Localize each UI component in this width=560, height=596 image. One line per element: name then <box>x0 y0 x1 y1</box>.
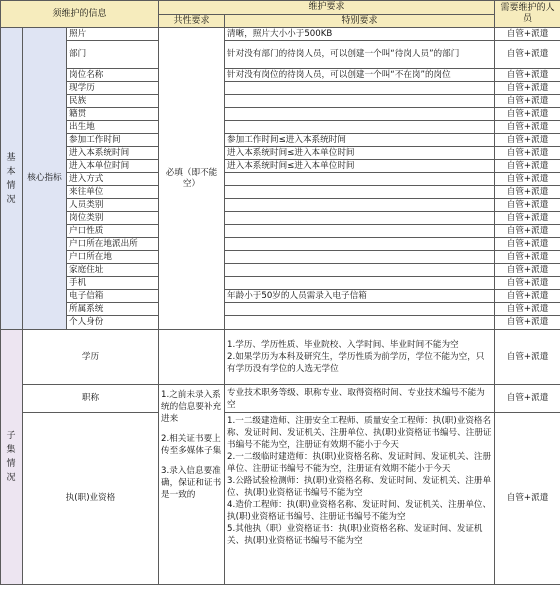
special-cell <box>225 225 495 238</box>
who-cell: 自管+派遣 <box>495 251 560 264</box>
field-cell: 籍贯 <box>67 108 159 121</box>
who-cell: 自管+派遣 <box>495 199 560 212</box>
header-special-req: 特别要求 <box>225 15 495 28</box>
subset-common-blank <box>159 330 225 385</box>
special-cell: 针对没有部门的待岗人员，可以创建一个叫“待岗人员”的部门 <box>225 41 495 69</box>
special-cell <box>225 173 495 186</box>
special-cell <box>225 264 495 277</box>
field-cell: 进入本单位时间 <box>67 160 159 173</box>
subset-common-3: 3.录入信息要准确，保证和证书是一致的 <box>161 466 222 500</box>
field-cell: 手机 <box>67 277 159 290</box>
field-cell: 照片 <box>67 28 159 41</box>
special-cell <box>225 186 495 199</box>
who-cell: 自管+派遣 <box>495 82 560 95</box>
who-cell: 自管+派遣 <box>495 160 560 173</box>
special-cell: 年龄小于50岁的人员需录入电子信箱 <box>225 290 495 303</box>
special-cell <box>225 121 495 134</box>
field-cell: 岗位名称 <box>67 69 159 82</box>
who-cell: 自管+派遣 <box>495 41 560 69</box>
who-cell: 自管+派遣 <box>495 264 560 277</box>
header-maint-req: 维护要求 <box>159 1 495 15</box>
field-cell: 户口所在地 <box>67 251 159 264</box>
special-cell <box>225 108 495 121</box>
who-cell: 自管+派遣 <box>495 147 560 160</box>
who-cell: 自管+派遣 <box>495 121 560 134</box>
who-cell: 自管+派遣 <box>495 303 560 316</box>
special-cell <box>225 277 495 290</box>
field-cell: 进入方式 <box>67 173 159 186</box>
field-cell: 人员类别 <box>67 199 159 212</box>
subcategory-core: 核心指标 <box>23 28 67 330</box>
field-cell: 所属系统 <box>67 303 159 316</box>
category-subset: 子集情况 <box>1 330 23 585</box>
header-who: 需要维护的人员 <box>495 1 560 28</box>
subset-special: 1.一二级建造师、注册安全工程师、质量安全工程师：执(职)业资格名称、发证时间、发证机关、注册单位、执(职)业资格证书编号、注册证书编号不能为空，注册证有效期不能小于今天 2.一二级临时建造师：执(职)业资格名称、发证时间、发证机关、注册单位、注册证书编号不能为空，注册证有效期不能小于今天 3.公路试验检测师：执(职)业资格名称、发证时间、发证机关、注册单位、执(职)业资格证书编号不能为空 4.造价工程师：执(职)业资格名称、发证时间、发证机关、注册单位、执(职)业资格证书编号、注册证书编号不能为空 5.其他执（职）业资格证书：执(职)业资格名称、发证时间、发证机关、执(职)业资格证书编号不能为空 <box>225 413 495 585</box>
who-cell: 自管+派遣 <box>495 277 560 290</box>
special-cell: 针对没有岗位的待岗人员，可以创建一个叫“不在岗”的岗位 <box>225 69 495 82</box>
subset-field: 职称 <box>23 385 159 413</box>
special-cell <box>225 316 495 330</box>
who-cell: 自管+派遣 <box>495 316 560 330</box>
subset-common <box>159 385 225 585</box>
field-cell: 家庭住址 <box>67 264 159 277</box>
who-cell: 自管+派遣 <box>495 225 560 238</box>
header-info: 须维护的信息 <box>1 1 159 28</box>
special-cell: 进入本系统时间≤进入本单位时间 <box>225 147 495 160</box>
special-cell <box>225 238 495 251</box>
who-cell: 自管+派遣 <box>495 290 560 303</box>
field-cell: 岗位类别 <box>67 212 159 225</box>
who-cell: 自管+派遣 <box>495 186 560 199</box>
field-cell: 现学历 <box>67 82 159 95</box>
header-common-req: 共性要求 <box>159 15 225 28</box>
who-cell: 自管+派遣 <box>495 238 560 251</box>
field-cell: 进入本系统时间 <box>67 147 159 160</box>
who-cell: 自管+派遣 <box>495 108 560 121</box>
special-cell <box>225 212 495 225</box>
subset-common-2: 2.相关证书要上传至多媒体子集 <box>161 434 222 456</box>
special-cell <box>225 251 495 264</box>
field-cell: 部门 <box>67 41 159 69</box>
who-cell: 自管+派遣 <box>495 95 560 108</box>
field-cell: 参加工作时间 <box>67 134 159 147</box>
who-cell: 自管+派遣 <box>495 28 560 41</box>
field-cell: 户口所在地派出所 <box>67 238 159 251</box>
common-requirement: 必填（即不能空） <box>159 28 225 330</box>
who-cell: 自管+派遣 <box>495 413 560 585</box>
field-cell: 电子信箱 <box>67 290 159 303</box>
who-cell: 自管+派遣 <box>495 69 560 82</box>
field-cell: 民族 <box>67 95 159 108</box>
subset-field: 执(职)业资格 <box>23 413 159 585</box>
special-cell <box>225 199 495 212</box>
special-cell: 清晰，照片大小小于500KB <box>225 28 495 41</box>
who-cell: 自管+派遣 <box>495 212 560 225</box>
who-cell: 自管+派遣 <box>495 134 560 147</box>
field-cell: 户口性质 <box>67 225 159 238</box>
subset-special: 1.学历、学历性质、毕业院校、入学时间、毕业时间不能为空 2.如果学历为本科及研究生，学历性质为前学历，学位不能为空，只有学历没有学位的人选无学位 <box>225 330 495 385</box>
special-cell <box>225 82 495 95</box>
subset-field: 学历 <box>23 330 159 385</box>
who-cell: 自管+派遣 <box>495 330 560 385</box>
subset-special: 专业技术职务等级、职称专业、取得资格时间、专业技术编号不能为空 <box>225 385 495 413</box>
category-basic: 基本情况 <box>1 28 23 330</box>
special-cell <box>225 303 495 316</box>
subset-common-1: 1.之前未录入系统的信息要补充进来 <box>161 390 222 424</box>
who-cell: 自管+派遣 <box>495 173 560 186</box>
special-cell <box>225 95 495 108</box>
special-cell: 进入本系统时间≤进入本单位时间 <box>225 160 495 173</box>
field-cell: 个人身份 <box>67 316 159 330</box>
field-cell: 来往单位 <box>67 186 159 199</box>
who-cell: 自管+派遣 <box>495 385 560 413</box>
special-cell: 参加工作时间≤进入本系统时间 <box>225 134 495 147</box>
field-cell: 出生地 <box>67 121 159 134</box>
